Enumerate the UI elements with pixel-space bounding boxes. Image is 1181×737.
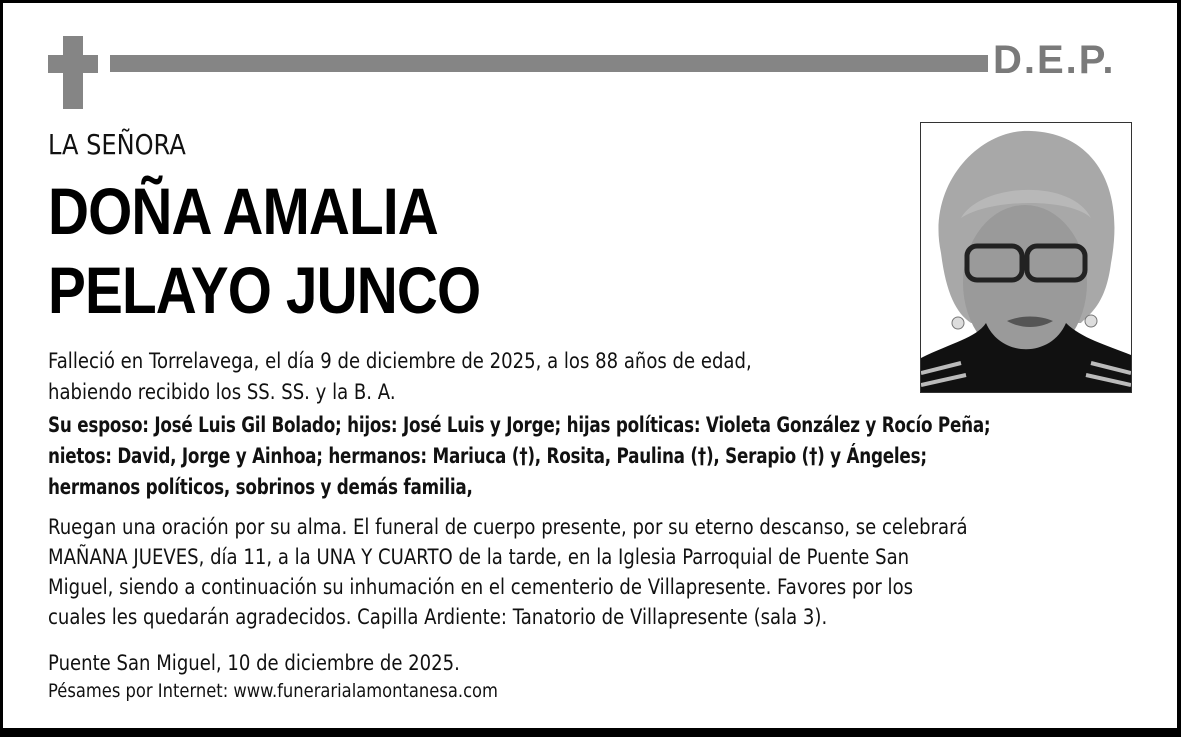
intro-label: LA SEÑORA (48, 128, 186, 161)
cross-icon-arm (48, 55, 98, 73)
funeral-line-2: MAÑANA JUEVES, día 11, a la UNA Y CUARTO de la tarde, en la Iglesia Parroquial de Puente San (48, 545, 910, 569)
funeral-line-4: cuales les quedarán agradecidos. Capilla Ardiente: Tanatorio de Villapresente (sala 3). (48, 605, 828, 629)
portrait-photo (920, 122, 1132, 393)
name-line-2: PELAYO JUNCO (48, 253, 481, 327)
header-rule (110, 55, 988, 72)
funeral-line-3: Miguel, siendo a continuación su inhumación en el cementerio de Villapresente. Favores por los (48, 575, 914, 599)
death-notice-line-2: habiendo recibido los SS. SS. y la B. A. (48, 380, 396, 404)
family-line-3: hermanos políticos, sobrinos y demás familia, (48, 475, 473, 499)
name-line-1: DOÑA AMALIA (48, 174, 438, 248)
family-line-2: nietos: David, Jorge y Ainhoa; hermanos: Mariuca (†), Rosita, Paulina (†), Serapio (†) y Ángeles; (48, 444, 927, 468)
dep-heading: D.E.P. (993, 38, 1116, 82)
portrait-image (921, 123, 1131, 392)
deceased-name (48, 172, 480, 330)
place-date: Puente San Miguel, 10 de diciembre de 2025. (48, 651, 460, 675)
family-line-1: Su esposo: José Luis Gil Bolado; hijos: José Luis y Jorge; hijas políticas: Violeta González y Rocío Peña; (48, 413, 991, 437)
funeral-line-1: Ruegan una oración por su alma. El funeral de cuerpo presente, por su eterno descanso, se celebrará (48, 515, 968, 539)
condolences-website: Pésames por Internet: www.funerarialamontanesa.com (48, 680, 498, 702)
death-notice-line-1: Falleció en Torrelavega, el día 9 de diciembre de 2025, a los 88 años de edad, (48, 349, 752, 373)
